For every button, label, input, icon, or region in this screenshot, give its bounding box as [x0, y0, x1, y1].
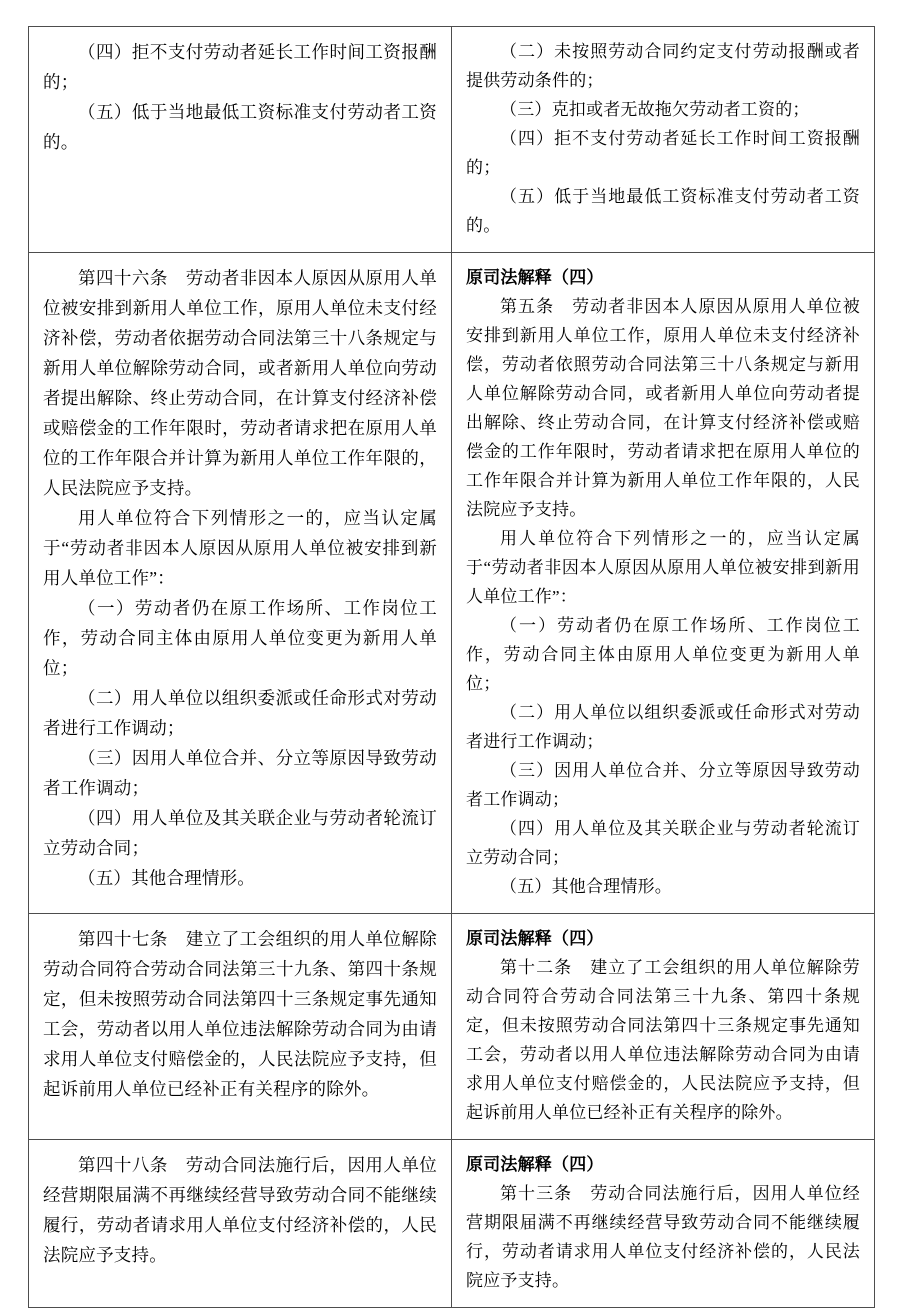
paragraph: 第十二条 建立了工会组织的用人单位解除劳动合同符合劳动合同法第三十九条、第四十条规定，但未按照劳动合同法第四十三条规定事先通知工会，劳动者以用人单位违法解除劳动合同为由请求用人单位支付赔偿金的，人民法院应予支持，但起诉前用人单位已经补正有关程序的除外。	[466, 958, 860, 1122]
paragraph: （三）因用人单位合并、分立等原因导致劳动者工作调动；	[43, 748, 437, 798]
paragraph: （一）劳动者仍在原工作场所、工作岗位工作，劳动合同主体由原用人单位变更为新用人单位；	[466, 616, 860, 693]
table-cell-old-provision	[452, 1140, 875, 1308]
comparison-table	[28, 26, 875, 1308]
paragraph: （三）克扣或者无故拖欠劳动者工资的；	[500, 100, 810, 119]
paragraph: 第四十六条 劳动者非因本人原因从原用人单位被安排到新用人单位工作，原用人单位未支付经济补偿，劳动者依据劳动合同法第三十八条规定与新用人单位解除劳动合同，或者新用人单位向劳动者提出解除、终止劳动合同，在计算支付经济补偿或赔偿金的工作年限时，劳动者请求把在原用人单位的工作年限合并计算为新用人单位工作年限的，人民法院应予支持。	[43, 268, 437, 498]
paragraph: （二）未按照劳动合同约定支付劳动报酬或者提供劳动条件的；	[466, 42, 860, 90]
source-heading: 原司法解释（四）	[466, 929, 604, 948]
paragraph: （四）用人单位及其关联企业与劳动者轮流订立劳动合同；	[466, 819, 860, 867]
paragraph: （一）劳动者仍在原工作场所、工作岗位工作，劳动合同主体由原用人单位变更为新用人单位；	[43, 598, 437, 678]
paragraph: 用人单位符合下列情形之一的，应当认定属于“劳动者非因本人原因从原用人单位被安排到新用人单位工作”：	[466, 529, 860, 606]
source-heading: 原司法解释（四）	[466, 268, 604, 287]
paragraph: （五）低于当地最低工资标准支付劳动者工资的。	[43, 102, 437, 152]
table-cell-old-provision	[452, 914, 875, 1140]
table-cell-old-provision	[452, 253, 875, 914]
table-body	[29, 27, 875, 1308]
source-heading: 原司法解释（四）	[466, 1155, 604, 1174]
paragraph: （三）因用人单位合并、分立等原因导致劳动者工作调动；	[466, 761, 860, 809]
paragraph: 第四十八条 劳动合同法施行后，因用人单位经营期限届满不再继续经营导致劳动合同不能继续履行，劳动者请求用人单位支付经济补偿的，人民法院应予支持。	[43, 1155, 437, 1265]
paragraph: （五）其他合理情形。	[78, 868, 255, 888]
paragraph: （四）拒不支付劳动者延长工作时间工资报酬的；	[466, 129, 860, 177]
table-row	[29, 1140, 875, 1308]
table-row	[29, 253, 875, 914]
paragraph: （二）用人单位以组织委派或任命形式对劳动者进行工作调动；	[466, 703, 860, 751]
table-row	[29, 27, 875, 253]
table-cell-new-provision	[29, 27, 452, 253]
paragraph: （四）用人单位及其关联企业与劳动者轮流订立劳动合同；	[43, 808, 437, 858]
table-cell-old-provision	[452, 27, 875, 253]
table-row	[29, 914, 875, 1140]
table-cell-new-provision	[29, 1140, 452, 1308]
table-cell-new-provision	[29, 914, 452, 1140]
paragraph: 第十三条 劳动合同法施行后，因用人单位经营期限届满不再继续经营导致劳动合同不能继续履行，劳动者请求用人单位支付经济补偿的，人民法院应予支持。	[466, 1184, 860, 1290]
paragraph: （五）其他合理情形。	[500, 877, 672, 896]
paragraph: 第五条 劳动者非因本人原因从原用人单位被安排到新用人单位工作，原用人单位未支付经济补偿，劳动者依照劳动合同法第三十八条规定与新用人单位解除劳动合同，或者新用人单位向劳动者提出解除、终止劳动合同，在计算支付经济补偿或赔偿金的工作年限时，劳动者请求把在原用人单位的工作年限合并计算为新用人单位工作年限的，人民法院应予支持。	[466, 297, 860, 519]
paragraph: （四）拒不支付劳动者延长工作时间工资报酬的；	[43, 42, 437, 92]
paragraph: 用人单位符合下列情形之一的，应当认定属于“劳动者非因本人原因从原用人单位被安排到新用人单位工作”：	[43, 508, 437, 588]
paragraph: （五）低于当地最低工资标准支付劳动者工资的。	[466, 187, 860, 235]
paragraph: 第四十七条 建立了工会组织的用人单位解除劳动合同符合劳动合同法第三十九条、第四十条规定，但未按照劳动合同法第四十三条规定事先通知工会，劳动者以用人单位违法解除劳动合同为由请求用人单位支付赔偿金的，人民法院应予支持，但起诉前用人单位已经补正有关程序的除外。	[43, 929, 437, 1099]
table-cell-new-provision	[29, 253, 452, 914]
paragraph: （二）用人单位以组织委派或任命形式对劳动者进行工作调动；	[43, 688, 437, 738]
